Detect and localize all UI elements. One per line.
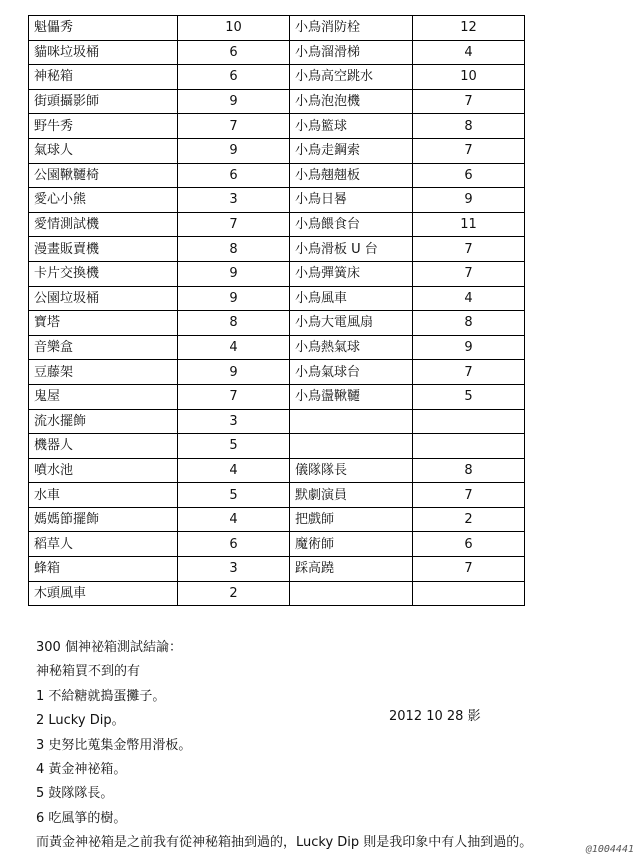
- table-row: [29, 40, 525, 65]
- item-name-cell: 小鳥翹翹板: [290, 163, 413, 188]
- item-name-cell: 公園垃圾桶: [29, 286, 178, 311]
- item-name-cell: 愛情測試機: [29, 212, 178, 237]
- item-count-cell: 6: [178, 65, 290, 90]
- item-count-cell: 7: [413, 557, 525, 582]
- item-name-cell: 木頭風車: [29, 581, 178, 606]
- item-count-cell: 9: [178, 89, 290, 114]
- item-name-cell: 噴水池: [29, 458, 178, 483]
- item-count-cell: 6: [413, 163, 525, 188]
- table-row: [29, 89, 525, 114]
- item-name-cell: 野牛秀: [29, 114, 178, 139]
- item-count-cell: 7: [413, 237, 525, 262]
- table-row: [29, 557, 525, 582]
- item-name-cell: 魁儡秀: [29, 16, 178, 41]
- item-count-cell: 6: [413, 532, 525, 557]
- item-name-cell: 媽媽節擺飾: [29, 507, 178, 532]
- item-count-cell: 8: [413, 311, 525, 336]
- table-row: [29, 237, 525, 262]
- table-row: [29, 212, 525, 237]
- item-name-cell: 氣球人: [29, 138, 178, 163]
- item-count-cell: 9: [178, 138, 290, 163]
- item-name-cell: 豆藤架: [29, 360, 178, 385]
- item-count-cell: 4: [178, 507, 290, 532]
- table-row: [29, 434, 525, 459]
- notes-heading: 300 個神祕箱測試結論：: [36, 640, 182, 655]
- item-name-cell: 公園鞦韆椅: [29, 163, 178, 188]
- item-name-cell: 卡片交換機: [29, 261, 178, 286]
- notes-item: 2 Lucky Dip。: [36, 713, 125, 729]
- item-name-cell: 小鳥氣球台: [290, 360, 413, 385]
- item-count-cell: 7: [178, 212, 290, 237]
- item-count-cell: 7: [178, 114, 290, 139]
- item-name-cell: 小鳥溜滑梯: [290, 40, 413, 65]
- item-name-cell: 鬼屋: [29, 384, 178, 409]
- notes-item: 3 史努比蒐集金幣用滑板。: [36, 737, 192, 753]
- notes-item: 6 吃風箏的樹。: [36, 810, 127, 826]
- item-name-cell: 神秘箱: [29, 65, 178, 90]
- item-count-cell: 11: [413, 212, 525, 237]
- item-name-cell: 小鳥盪鞦韆: [290, 384, 413, 409]
- table-row: [29, 261, 525, 286]
- table-row: [29, 188, 525, 213]
- item-count-cell: 8: [413, 114, 525, 139]
- item-name-cell: 稻草人: [29, 532, 178, 557]
- item-count-cell: 5: [178, 434, 290, 459]
- item-name-cell: 小鳥消防栓: [290, 16, 413, 41]
- item-count-cell: 7: [178, 384, 290, 409]
- table-row: [29, 360, 525, 385]
- notes-item: 4 黃金神祕箱。: [36, 761, 127, 777]
- item-count-cell: 7: [413, 89, 525, 114]
- item-name-cell: 小鳥餵食台: [290, 212, 413, 237]
- item-count-cell: 7: [413, 261, 525, 286]
- table-row: [29, 335, 525, 360]
- item-count-cell: 8: [178, 311, 290, 336]
- item-name-cell: 小鳥泡泡機: [290, 89, 413, 114]
- test-conclusion-notes: [36, 636, 636, 856]
- item-name-cell: 水車: [29, 483, 178, 508]
- item-name-cell: 小鳥滑板 U 台: [290, 237, 413, 262]
- item-count-cell: 10: [178, 16, 290, 41]
- item-name-cell: 小鳥風車: [290, 286, 413, 311]
- item-count-cell: 2: [413, 507, 525, 532]
- item-name-cell: 小鳥日晷: [290, 188, 413, 213]
- item-name-cell: 小鳥彈簧床: [290, 261, 413, 286]
- item-count-cell: 6: [178, 163, 290, 188]
- table-row: [29, 114, 525, 139]
- notes-footnote: 而黃金神祕箱是之前我有從神秘箱抽到過的，Lucky Dip 則是我印象中有人抽到過的。: [36, 835, 533, 851]
- item-count-cell: 3: [178, 557, 290, 582]
- table-row: [29, 163, 525, 188]
- item-count-cell: 9: [413, 335, 525, 360]
- item-name-cell: [290, 581, 413, 606]
- item-name-cell: 漫畫販賣機: [29, 237, 178, 262]
- table-row: [29, 65, 525, 90]
- table-row: [29, 409, 525, 434]
- item-count-cell: 6: [178, 40, 290, 65]
- item-count-cell: 9: [178, 286, 290, 311]
- item-count-cell: 7: [413, 483, 525, 508]
- table-row: [29, 458, 525, 483]
- table-row: [29, 384, 525, 409]
- item-count-cell: [413, 581, 525, 606]
- notes-item: 1 不給糖就搗蛋攤子。: [36, 688, 166, 704]
- item-count-cell: [413, 409, 525, 434]
- item-count-cell: 12: [413, 16, 525, 41]
- item-count-cell: 7: [413, 360, 525, 385]
- item-count-cell: 5: [178, 483, 290, 508]
- item-name-cell: 把戲師: [290, 507, 413, 532]
- item-name-cell: 愛心小熊: [29, 188, 178, 213]
- notes-subheading: 神秘箱買不到的有: [36, 664, 141, 680]
- item-count-cell: 3: [178, 409, 290, 434]
- item-count-cell: 5: [413, 384, 525, 409]
- table-row: [29, 286, 525, 311]
- item-name-cell: 街頭攝影師: [29, 89, 178, 114]
- item-name-cell: [290, 434, 413, 459]
- item-name-cell: [290, 409, 413, 434]
- item-name-cell: 蜂箱: [29, 557, 178, 582]
- item-count-cell: 7: [413, 138, 525, 163]
- item-name-cell: 小鳥大電風扇: [290, 311, 413, 336]
- item-count-table: [28, 15, 525, 606]
- item-count-cell: 8: [178, 237, 290, 262]
- item-name-cell: 小鳥熱氣球: [290, 335, 413, 360]
- date-signature: 2012 10 28 影: [389, 709, 481, 724]
- table-row: [29, 581, 525, 606]
- item-name-cell: 小鳥走鋼索: [290, 138, 413, 163]
- item-count-cell: 4: [413, 40, 525, 65]
- item-name-cell: 機器人: [29, 434, 178, 459]
- item-name-cell: 寶塔: [29, 311, 178, 336]
- item-name-cell: 小鳥籃球: [290, 114, 413, 139]
- notes-item: 5 鼓隊隊長。: [36, 786, 114, 802]
- item-count-cell: 4: [413, 286, 525, 311]
- table-row: [29, 138, 525, 163]
- item-name-cell: 流水擺飾: [29, 409, 178, 434]
- item-name-cell: 貓咪垃圾桶: [29, 40, 178, 65]
- table-row: [29, 532, 525, 557]
- item-name-cell: 踩高蹺: [290, 557, 413, 582]
- watermark: @1004441: [585, 844, 634, 855]
- item-count-cell: 10: [413, 65, 525, 90]
- item-count-cell: 9: [178, 261, 290, 286]
- item-name-cell: 魔術師: [290, 532, 413, 557]
- table-row: [29, 311, 525, 336]
- item-count-cell: 4: [178, 335, 290, 360]
- item-count-cell: 9: [413, 188, 525, 213]
- item-count-cell: 8: [413, 458, 525, 483]
- item-count-cell: 3: [178, 188, 290, 213]
- table-row: [29, 16, 525, 41]
- item-count-cell: 6: [178, 532, 290, 557]
- table-row: [29, 507, 525, 532]
- item-count-cell: [413, 434, 525, 459]
- item-name-cell: 小鳥高空跳水: [290, 65, 413, 90]
- table-row: [29, 483, 525, 508]
- item-name-cell: 儀隊隊長: [290, 458, 413, 483]
- item-name-cell: 音樂盒: [29, 335, 178, 360]
- item-count-cell: 2: [178, 581, 290, 606]
- item-count-cell: 4: [178, 458, 290, 483]
- item-name-cell: 默劇演員: [290, 483, 413, 508]
- item-count-cell: 9: [178, 360, 290, 385]
